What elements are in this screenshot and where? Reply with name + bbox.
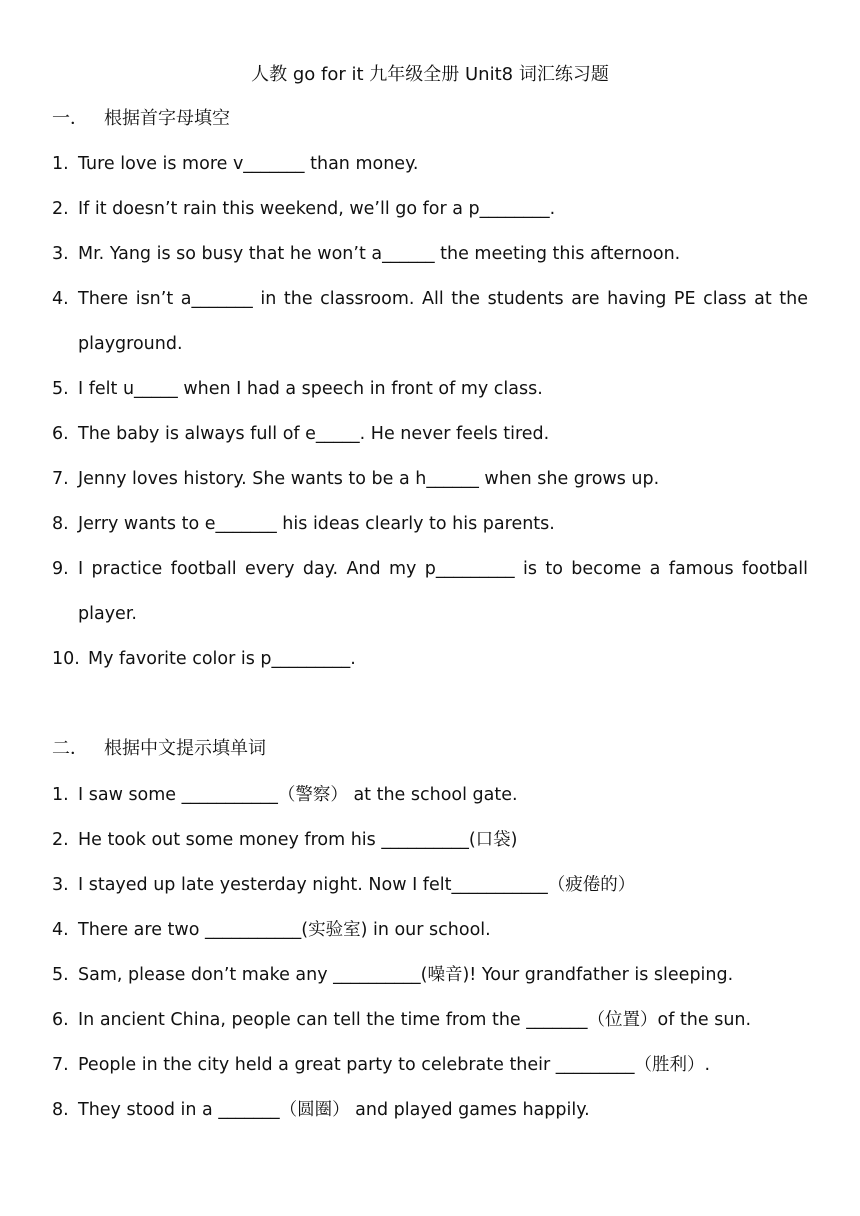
question-1-8 bbox=[52, 502, 808, 547]
question-text: Jenny loves history. She wants to be a h______ when she grows up. bbox=[78, 469, 660, 489]
question-number: 8. bbox=[52, 1100, 69, 1120]
question-number: 10. bbox=[52, 649, 80, 669]
question-1-9 bbox=[52, 547, 808, 637]
question-number: 7. bbox=[52, 469, 69, 489]
question-text: Mr. Yang is so busy that he won’t a______ the meeting this afternoon. bbox=[78, 244, 681, 264]
question-1-5 bbox=[52, 367, 808, 412]
question-2-1 bbox=[52, 773, 808, 818]
question-2-4 bbox=[52, 908, 808, 953]
question-number: 5. bbox=[52, 965, 69, 985]
section-1-title: 根据首字母填空 bbox=[104, 108, 230, 129]
question-text: Jerry wants to e_______ his ideas clearly to his parents. bbox=[78, 514, 555, 534]
question-1-4 bbox=[52, 277, 808, 367]
question-2-8 bbox=[52, 1088, 808, 1133]
question-1-7 bbox=[52, 457, 808, 502]
question-text: I felt u_____ when I had a speech in front of my class. bbox=[78, 379, 543, 399]
question-2-3 bbox=[52, 863, 808, 908]
question-2-7 bbox=[52, 1043, 808, 1088]
question-number: 5. bbox=[52, 379, 69, 399]
question-number: 1. bbox=[52, 154, 69, 174]
question-1-2 bbox=[52, 187, 808, 232]
question-number: 9. bbox=[52, 559, 69, 579]
question-text: If it doesn’t rain this weekend, we’ll go for a p________. bbox=[78, 199, 556, 219]
question-2-2 bbox=[52, 818, 808, 863]
question-1-6 bbox=[52, 412, 808, 457]
question-text: In ancient China, people can tell the time from the _______（位置）of the sun. bbox=[78, 1010, 752, 1030]
section-2-title: 根据中文提示填单词 bbox=[104, 738, 266, 759]
question-text: Ture love is more v_______ than money. bbox=[78, 154, 419, 174]
question-number: 2. bbox=[52, 199, 69, 219]
question-number: 3. bbox=[52, 875, 69, 895]
question-text: There isn’t a_______ in the classroom. All the students are having PE class at the playground. bbox=[78, 289, 808, 354]
question-text: I practice football every day. And my p_________ is to become a famous football player. bbox=[78, 559, 808, 624]
question-number: 6. bbox=[52, 1010, 69, 1030]
section-2-heading bbox=[52, 736, 266, 762]
question-number: 8. bbox=[52, 514, 69, 534]
page-title: 人教 go for it 九年级全册 Unit8 词汇练习题 bbox=[251, 64, 609, 85]
question-text: I stayed up late yesterday night. Now I felt___________（疲倦的） bbox=[78, 875, 636, 895]
question-text: The baby is always full of e_____. He never feels tired. bbox=[78, 424, 550, 444]
question-1-10 bbox=[52, 637, 808, 682]
question-text: Sam, please don’t make any __________(噪音)! Your grandfather is sleeping. bbox=[78, 965, 734, 985]
question-text: There are two ___________(实验室) in our school. bbox=[78, 920, 491, 940]
section-2-marker: 二． bbox=[52, 738, 88, 759]
section-1-marker: 一． bbox=[52, 108, 88, 129]
question-2-6 bbox=[52, 998, 808, 1043]
question-number: 4. bbox=[52, 289, 69, 309]
question-number: 3. bbox=[52, 244, 69, 264]
question-number: 2. bbox=[52, 830, 69, 850]
question-number: 6. bbox=[52, 424, 69, 444]
question-number: 1. bbox=[52, 785, 69, 805]
question-1-1 bbox=[52, 142, 808, 187]
question-text: I saw some ___________（警察） at the school gate. bbox=[78, 785, 518, 805]
question-text: People in the city held a great party to celebrate their _________（胜利）. bbox=[78, 1055, 711, 1075]
question-number: 4. bbox=[52, 920, 69, 940]
question-1-3 bbox=[52, 232, 808, 277]
question-text: He took out some money from his __________(口袋) bbox=[78, 830, 518, 850]
question-text: They stood in a _______（圆圈） and played games happily. bbox=[78, 1100, 590, 1120]
question-text: My favorite color is p_________. bbox=[88, 649, 356, 669]
question-number: 7. bbox=[52, 1055, 69, 1075]
question-2-5 bbox=[52, 953, 808, 998]
section-1-heading bbox=[52, 106, 230, 132]
